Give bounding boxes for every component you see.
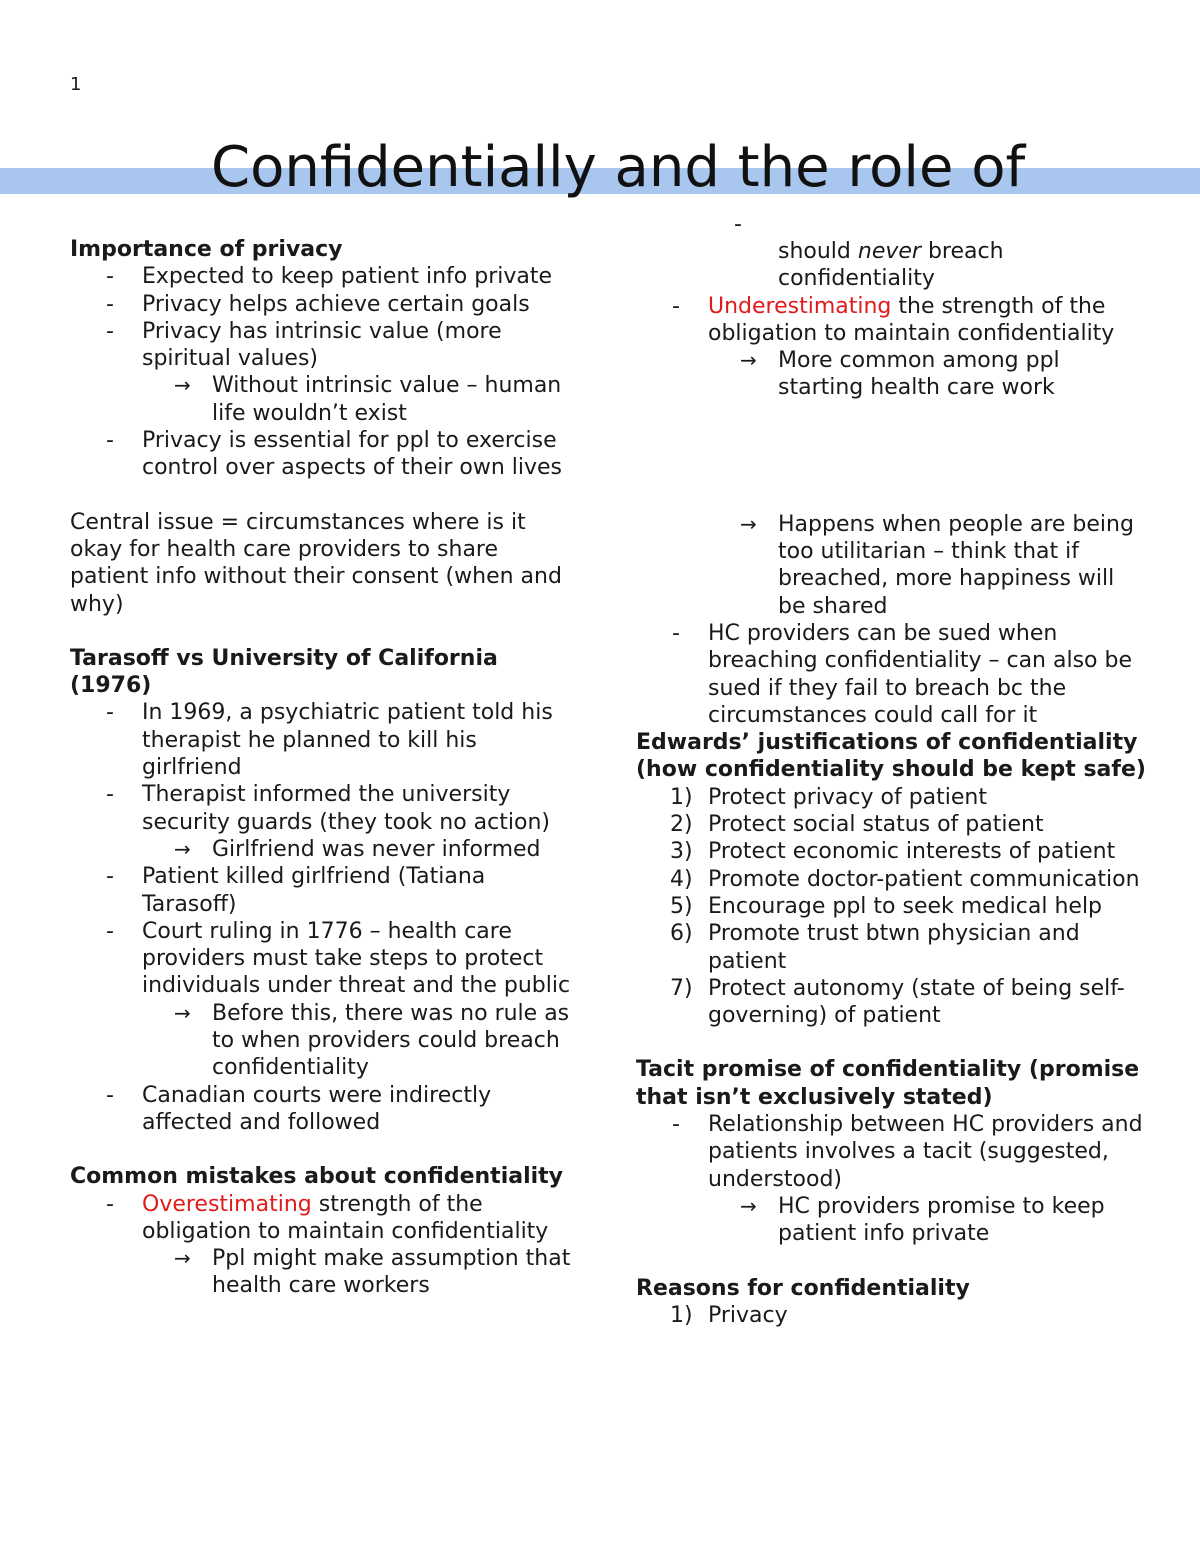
arrow-icon: → [740,511,757,536]
left-column [70,236,580,1300]
dash-bullet: - [106,864,114,890]
list-item: - Privacy is essential for ppl to exercise control over aspects of their own lives [106,428,563,481]
dash-bullet: - [106,1082,114,1108]
list-item: - Therapist informed the university security guards (they took no action) [106,782,550,835]
sub-list-item: → Girlfriend was never informed [174,836,541,862]
arrow-icon: → [174,836,191,861]
sub-list-item-continued: should never breach confidentiality [778,239,1004,292]
list-item: - Expected to keep patient info private [106,264,553,290]
list-item: - Underestimating the strength of the obligation to maintain confidentiality [672,293,1115,346]
dash-bullet: - [106,264,114,290]
heading-tacit-promise: Tacit promise of confidentiality (promise that isn’t exclusively stated) [636,1057,1140,1110]
dash-bullet: - [672,1112,680,1138]
dash-bullet: - [672,620,680,646]
numbered-item: 1) Protect privacy of patient [670,784,987,810]
heading-importance-of-privacy: Importance of privacy [70,237,343,262]
heading-reasons-for-confidentiality: Reasons for confidentiality [636,1275,970,1301]
numbered-item: 5) Encourage ppl to seek medical help [670,893,1103,919]
list-item: - HC providers can be sued when breaching confidentiality – can also be sued if they fail to breach bc the circumstances could call for it [672,620,1132,728]
heading-tarasoff: Tarasoff vs University of California (1976) [70,645,498,699]
numbered-item: 3) Protect economic interests of patient [670,839,1116,865]
arrow-icon: → [174,1246,191,1271]
numbered-item: 1) Privacy [670,1302,788,1328]
dash-bullet: - [106,428,114,454]
dash-bullet: - [106,1191,114,1217]
dash-bullet: - [106,918,114,944]
dash-bullet: - [672,293,680,319]
emphasis-never: never [857,239,921,264]
underestimating-highlight: Underestimating [708,293,892,319]
list-item: - Court ruling in 1776 – health care providers must take steps to protect individuals under threat and the public [106,918,571,999]
dash-bullet: - [106,318,114,344]
sub-list-item: → HC providers promise to keep patient info private [740,1193,1105,1247]
list-item: - Canadian courts were indirectly affected and followed [106,1082,492,1135]
heading-edwards-justifications: Edwards’ justifications of confidentiality (how confidentiality should be kept safe) [636,730,1146,783]
dash-bullet: - [106,700,114,726]
sub-list-item: → Happens when people are being too utilitarian – think that if breached, more happiness will be shared [740,511,1134,619]
right-column [636,212,1146,1329]
numbered-item: 7) Protect autonomy (state of being self-governing) of patient [670,975,1125,1029]
dash-bullet: - [106,782,114,808]
arrow-icon: → [740,348,757,373]
list-item: - In 1969, a psychiatric patient told his therapist he planned to kill his girlfriend [106,700,553,781]
dash-bullet: - [106,291,114,317]
list-item: - Privacy helps achieve certain goals [106,291,530,317]
document-title: Confidentially and the role of [211,135,1026,200]
numbered-item: 2) Protect social status of patient [670,812,1044,838]
central-issue-paragraph: Central issue = circumstances where is it okay for health care providers to share patient info without their consent (when and why) [70,509,562,617]
numbered-item: 6) Promote trust btwn physician and patient [670,921,1080,974]
heading-common-mistakes: Common mistakes about confidentiality [70,1164,564,1190]
list-item: - Relationship between HC providers and patients involves a tacit (suggested, understood) [672,1112,1143,1192]
list-item: - Patient killed girlfriend (Tatiana Tarasoff) [106,864,486,917]
numbered-item: 4) Promote doctor-patient communication [670,866,1140,892]
blank-space [636,402,1146,511]
page-number: 1 [70,74,82,95]
arrow-icon: → [174,1000,191,1025]
list-item: - Privacy has intrinsic value (more spiritual values) [106,318,502,372]
stray-dash: - [734,212,742,237]
arrow-icon: → [740,1193,757,1218]
arrow-icon: → [174,373,191,398]
sub-list-item: → More common among ppl starting health care work [740,348,1060,401]
sub-list-item: → Ppl might make assumption that health care workers [174,1246,571,1299]
overestimating-highlight: Overestimating [142,1191,312,1217]
sub-list-item: → Without intrinsic value – human life wouldn’t exist [174,373,562,426]
list-item: - Overestimating strength of the obligation to maintain confidentiality [106,1191,549,1244]
sub-list-item: → Before this, there was no rule as to when providers could breach confidentiality [174,1000,570,1081]
